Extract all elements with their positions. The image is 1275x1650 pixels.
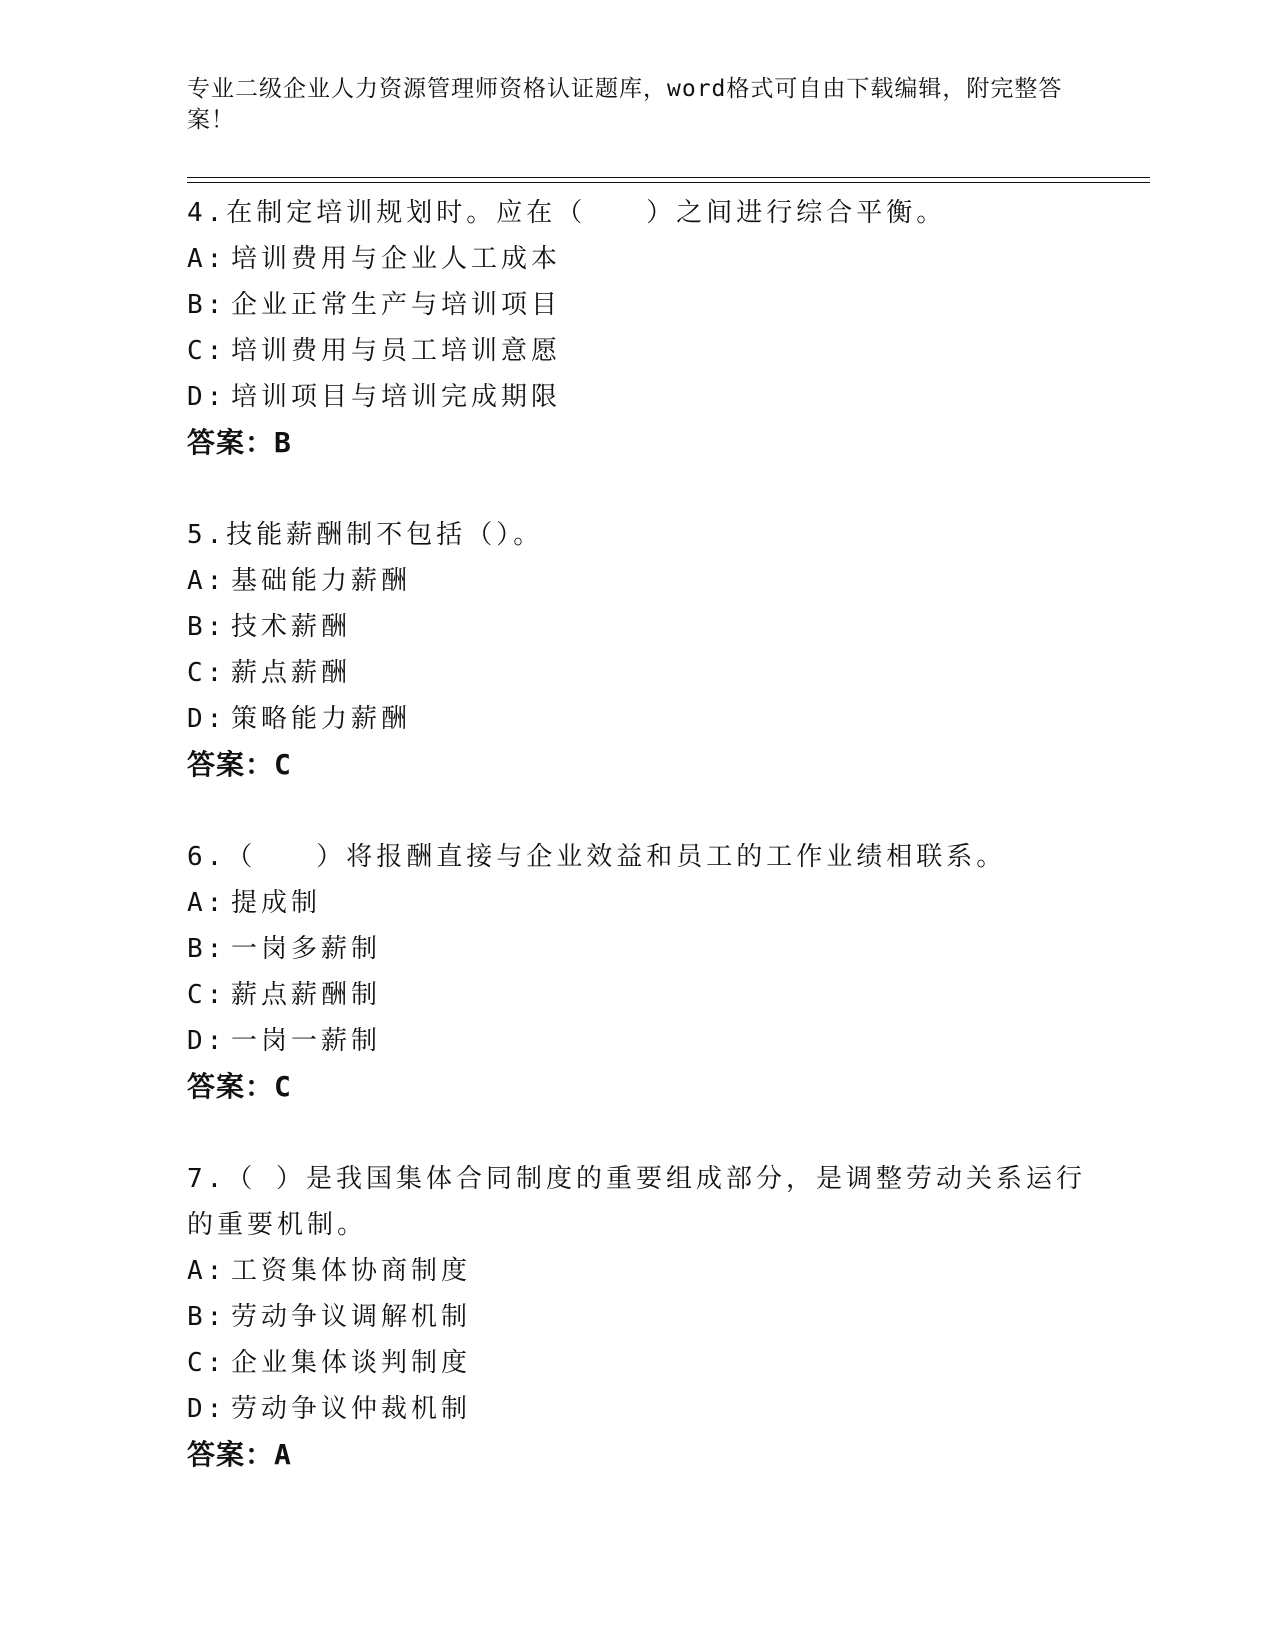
option-a <box>187 1248 1087 1294</box>
answer-label: 答案：C <box>187 748 292 781</box>
option-a <box>187 236 1087 282</box>
header-divider-top <box>187 177 1150 178</box>
option-c <box>187 972 1087 1018</box>
option-text: 一岗一薪制 <box>231 1026 382 1056</box>
option-text: 劳动争议调解机制 <box>231 1302 472 1332</box>
question-5 <box>187 512 1087 788</box>
option-letter: D: <box>187 1394 227 1424</box>
option-letter: B: <box>187 934 227 964</box>
option-letter: D: <box>187 1026 227 1056</box>
option-letter: A: <box>187 1256 227 1286</box>
document-header <box>187 74 1087 136</box>
option-letter: B: <box>187 612 227 642</box>
header-divider-bottom <box>187 182 1150 183</box>
option-letter: A: <box>187 566 227 596</box>
answer-label: 答案：A <box>187 1438 292 1471</box>
question-4 <box>187 190 1087 466</box>
option-letter: B: <box>187 290 227 320</box>
option-text: 劳动争议仲裁机制 <box>231 1394 472 1424</box>
question-text: 5.技能薪酬制不包括（）。 <box>187 520 544 550</box>
question-7 <box>187 1156 1087 1478</box>
option-text: 一岗多薪制 <box>231 934 382 964</box>
question-text: 7.（ ）是我国集体合同制度的重要组成部分，是调整劳动关系运行的重要机制。 <box>187 1164 1086 1240</box>
option-text: 薪点薪酬 <box>231 658 352 688</box>
option-text: 薪点薪酬制 <box>231 980 382 1010</box>
question-text: 4.在制定培训规划时。应在（ ）之间进行综合平衡。 <box>187 198 947 228</box>
option-text: 培训费用与员工培训意愿 <box>231 336 562 366</box>
option-c <box>187 328 1087 374</box>
option-c <box>187 1340 1087 1386</box>
header-intro-text: 专业二级企业人力资源管理师资格认证题库，word格式可自由下载编辑，附完整答案！ <box>187 76 1063 133</box>
option-letter: B: <box>187 1302 227 1332</box>
answer-label: 答案：B <box>187 426 292 459</box>
option-text: 企业集体谈判制度 <box>231 1348 472 1378</box>
option-text: 工资集体协商制度 <box>231 1256 472 1286</box>
option-c <box>187 650 1087 696</box>
option-text: 培训费用与企业人工成本 <box>231 244 562 274</box>
option-d <box>187 696 1087 742</box>
option-letter: C: <box>187 336 227 366</box>
option-b <box>187 1294 1087 1340</box>
option-d <box>187 1386 1087 1432</box>
option-b <box>187 926 1087 972</box>
option-b <box>187 282 1087 328</box>
option-text: 企业正常生产与培训项目 <box>231 290 562 320</box>
option-text: 技术薪酬 <box>231 612 352 642</box>
option-b <box>187 604 1087 650</box>
option-a <box>187 880 1087 926</box>
option-text: 培训项目与培训完成期限 <box>231 382 562 412</box>
option-d <box>187 1018 1087 1064</box>
option-letter: C: <box>187 658 227 688</box>
option-letter: D: <box>187 704 227 734</box>
option-letter: D: <box>187 382 227 412</box>
option-text: 提成制 <box>231 888 322 918</box>
option-letter: C: <box>187 1348 227 1378</box>
option-letter: A: <box>187 244 227 274</box>
question-list <box>187 190 1087 1524</box>
option-d <box>187 374 1087 420</box>
question-6 <box>187 834 1087 1110</box>
option-a <box>187 558 1087 604</box>
option-letter: A: <box>187 888 227 918</box>
option-letter: C: <box>187 980 227 1010</box>
question-text: 6.（ ）将报酬直接与企业效益和员工的工作业绩相联系。 <box>187 842 1007 872</box>
option-text: 策略能力薪酬 <box>231 704 412 734</box>
answer-label: 答案：C <box>187 1070 292 1103</box>
option-text: 基础能力薪酬 <box>231 566 412 596</box>
